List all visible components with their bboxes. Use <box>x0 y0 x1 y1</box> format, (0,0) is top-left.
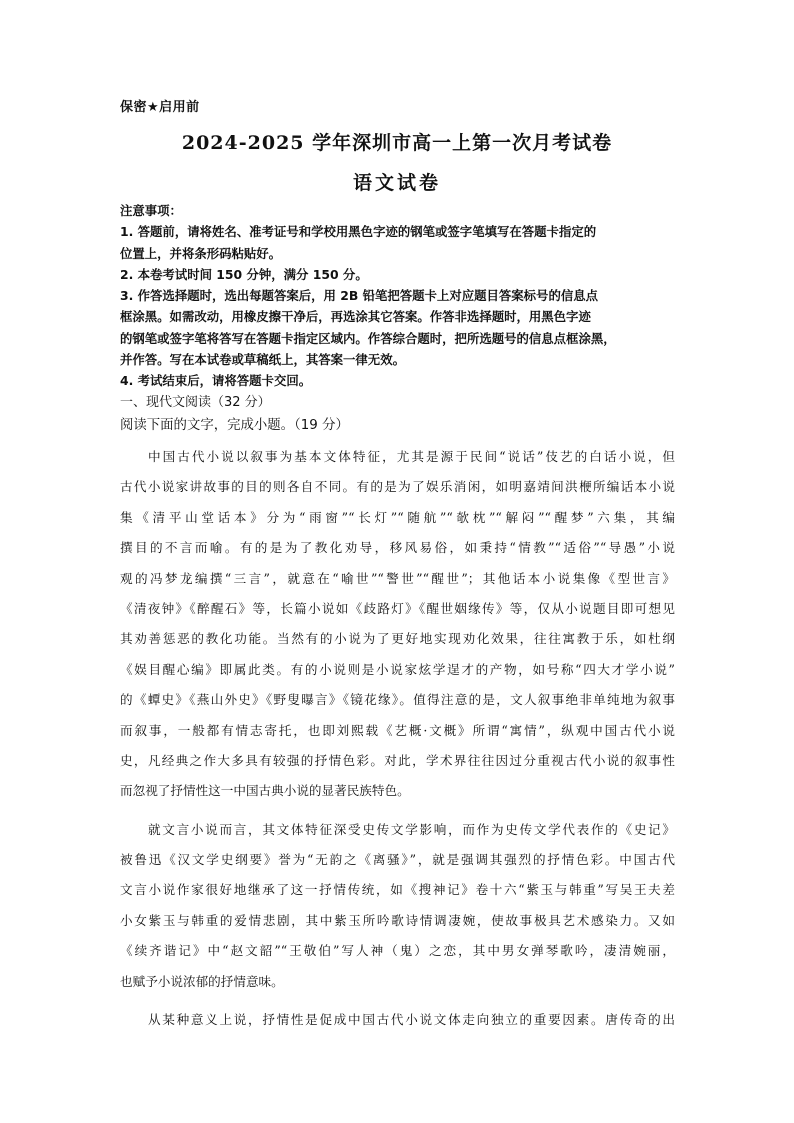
passage-line: 《清夜钟》《醉醒石》等，长篇小说如《歧路灯》《醒世姻缘传》等，仅从小说题目即可想见 <box>120 600 675 616</box>
passage-line: 而忽视了抒情性这一中国古典小说的显著民族特色。 <box>120 783 410 799</box>
passage-line: 其劝善惩恶的教化功能。当然有的小说为了更好地实现劝化效果，往往寓教于乐，如杜纲 <box>120 631 675 647</box>
notice-line: 1. 答题前，请将姓名、准考证号和学校用黑色字迹的钢笔或签字笔填写在答题卡指定的 <box>120 224 597 240</box>
passage-line: 观的冯梦龙编撰“三言”，就意在“喻世”“警世”“醒世”；其他话本小说集像《型世言》 <box>120 570 675 586</box>
passage-line: 中国古代小说以叙事为基本文体特征，尤其是源于民间“说话”伎艺的白话小说，但 <box>148 449 675 464</box>
confidential-label: 保密★启用前 <box>120 100 200 115</box>
passage-line: 文言小说作家很好地继承了这一抒情传统，如《搜神记》卷十六“紫玉与韩重”写吴王夫差 <box>120 882 675 898</box>
reading-passage <box>120 442 675 1035</box>
notice-line: 4. 考试结束后，请将答题卡交回。 <box>120 373 312 389</box>
passage-line: 而叙事，一般都有情志寄托，也即刘熙载《艺概·文概》所谓“寓情”，纵观中国古代小说 <box>120 722 675 738</box>
notice-line: 位置上，并将条形码粘贴好。 <box>120 245 282 261</box>
notice-line: 2. 本卷考试时间 150 分钟，满分 150 分。 <box>120 266 368 282</box>
exam-instructions <box>120 200 685 392</box>
reading-instruction: 阅读下面的文字，完成小题。（19 分） <box>120 418 349 433</box>
passage-line: 史，凡经典之作大多具有较强的抒情色彩。对此，学术界往往因过分重视古代小说的叙事性 <box>120 752 675 768</box>
passage-line: 也赋予小说浓郁的抒情意味。 <box>120 973 284 989</box>
notice-heading: 注意事项： <box>120 203 182 218</box>
notice-line: 的钢笔或签字笔将答写在答题卡指定区域内。作答综合题时，把所选题号的信息点框涂黑， <box>120 330 616 346</box>
notice-line: 3. 作答选择题时，选出每题答案后，用 2B 铅笔把答题卡上对应题目答案标号的信息点 <box>120 288 599 304</box>
passage-line: 就文言小说而言，其文体特征深受史传文学影响，而作为史传文学代表作的《史记》 <box>148 821 675 837</box>
passage-line: 的《蟫史》《燕山外史》《野叟曝言》《镜花缘》。值得注意的是，文人叙事绝非单纯地为叙事 <box>120 692 675 708</box>
passage-line: 古代小说家讲故事的目的则各自不同。有的是为了娱乐消闲，如明嘉靖间洪楩所编话本小说 <box>120 479 675 495</box>
passage-line: 被鲁迅《汉文学史纲要》誉为“无韵之《离骚》”，就是强调其强烈的抒情色彩。中国古代 <box>120 852 675 868</box>
subject-title: 语文试卷 <box>352 172 441 194</box>
passage-line: 小女紫玉与韩重的爱情悲剧，其中紫玉所吟歌诗情调凄婉，使故事极具艺术感染力。又如 <box>120 912 675 928</box>
section-heading: 一、现代文阅读（32 分） <box>120 395 271 410</box>
passage-line: 《续齐谐记》中“赵文韶”“王敬伯”写人神（鬼）之恋，其中男女弹琴歌吟，凄清婉丽， <box>120 943 675 959</box>
passage-line: 从某种意义上说，抒情性是促成中国古代小说文体走向独立的重要因素。唐传奇的出 <box>148 1012 675 1028</box>
notice-line: 并作答。写在本试卷或草稿纸上，其答案一律无效。 <box>120 352 405 368</box>
passage-line: 集《清平山堂话本》分为“雨窗”“长灯”“随航”“欹枕”“解闷”“醒梦”六集，其编 <box>120 509 675 525</box>
passage-line: 撰目的不言而喻。有的是为了教化劝导，移风易俗，如秉持“情教”“适俗”“导愚”小说 <box>120 540 675 556</box>
exam-title: 2024-2025 学年深圳市高一上第一次月考试卷 <box>181 132 613 154</box>
passage-line: 《娱目醒心编》即属此类。有的小说则是小说家炫学逞才的产物，如号称“四大才学小说” <box>120 661 675 677</box>
notice-line: 框涂黑。如需改动，用橡皮擦干净后，再选涂其它答案。作答非选择题时，用黑色字迹 <box>120 309 591 325</box>
